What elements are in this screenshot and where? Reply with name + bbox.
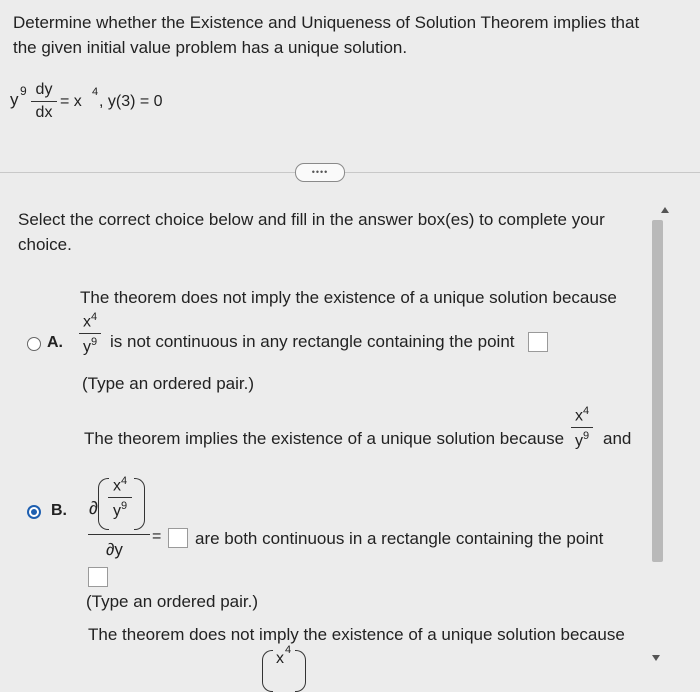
choice-a-den: y: [82, 338, 91, 356]
choice-b-inner-num-pow: 4: [120, 475, 128, 487]
choice-c-intro: The theorem does not imply the existence of a unique solution because: [88, 625, 625, 644]
choice-b-num: x: [574, 407, 583, 425]
question-line-2: the given initial value problem has a unique solution.: [13, 38, 408, 57]
choice-b-intro: The theorem implies the existence of a unique solution because: [84, 429, 565, 448]
instructions-line-2: choice.: [18, 235, 72, 254]
instructions-line-1: Select the correct choice below and fill in the answer box(es) to complete your: [18, 210, 605, 229]
choice-c-right-paren: [295, 650, 306, 692]
choice-b-den-pow: 9: [582, 430, 590, 443]
eq-initial-condition: , y(3) = 0: [99, 93, 163, 110]
eq-y: y: [10, 90, 19, 109]
choice-c-num-pow: 4: [285, 644, 292, 656]
choice-a-hint: (Type an ordered pair.): [82, 374, 254, 393]
eq-numerator: dy: [35, 81, 53, 98]
choice-a-num: x: [82, 313, 91, 331]
choice-a-intro: The theorem does not imply the existence of a unique solution because: [80, 288, 617, 307]
choice-b-den: y: [574, 432, 583, 450]
scroll-down-arrow-icon[interactable]: [652, 655, 660, 661]
choice-a-num-pow: 4: [90, 311, 98, 323]
choice-c-num: x: [276, 650, 284, 667]
choice-b-letter: B.: [51, 502, 67, 519]
choice-b-radio[interactable]: [27, 505, 41, 519]
divider: [0, 172, 700, 173]
choice-a-den-pow: 9: [90, 336, 98, 349]
choice-b-right-paren: [134, 478, 145, 530]
choice-c-left-paren: [262, 650, 273, 692]
scroll-up-arrow-icon[interactable]: [661, 207, 669, 213]
choice-b-and: and: [603, 429, 632, 448]
choice-b-partial: ∂: [89, 498, 98, 518]
question-line-1: Determine whether the Existence and Uniqueness of Solution Theorem implies that: [13, 13, 640, 32]
choice-b-equals: =: [152, 528, 162, 545]
choice-b-inner-fraction: [108, 475, 132, 521]
eq-rhs: = x: [60, 93, 82, 110]
eq-y-exponent: 9: [20, 84, 27, 98]
eq-denominator: dx: [35, 104, 53, 121]
choice-b-inner-num: x: [112, 477, 121, 495]
choice-b-inner-den-pow: 9: [120, 500, 128, 513]
scrollbar-thumb[interactable]: [652, 220, 663, 562]
choice-b-num-pow: 4: [582, 405, 590, 417]
choice-a-letter: A.: [47, 334, 63, 351]
eq-derivative: [31, 81, 57, 122]
eq-x-exponent: 4: [92, 86, 99, 98]
choice-b-fraction-bar: [88, 534, 150, 535]
choice-b-fraction: [571, 405, 593, 451]
choice-b-derivative-input[interactable]: [168, 528, 188, 548]
choice-b-point-input[interactable]: [88, 567, 108, 587]
choice-a-radio[interactable]: [27, 337, 41, 351]
choice-b-dy: ∂y: [106, 540, 123, 559]
choice-a-fraction: [79, 311, 101, 357]
choice-b-inner-den: y: [112, 502, 121, 520]
choice-b-hint: (Type an ordered pair.): [86, 592, 258, 611]
choice-a-text: is not continuous in any rectangle containing the point: [110, 332, 515, 351]
choice-b-text: are both continuous in a rectangle containing the point: [195, 529, 604, 548]
more-button[interactable]: ••••: [295, 163, 345, 182]
choice-a-point-input[interactable]: [528, 332, 548, 352]
